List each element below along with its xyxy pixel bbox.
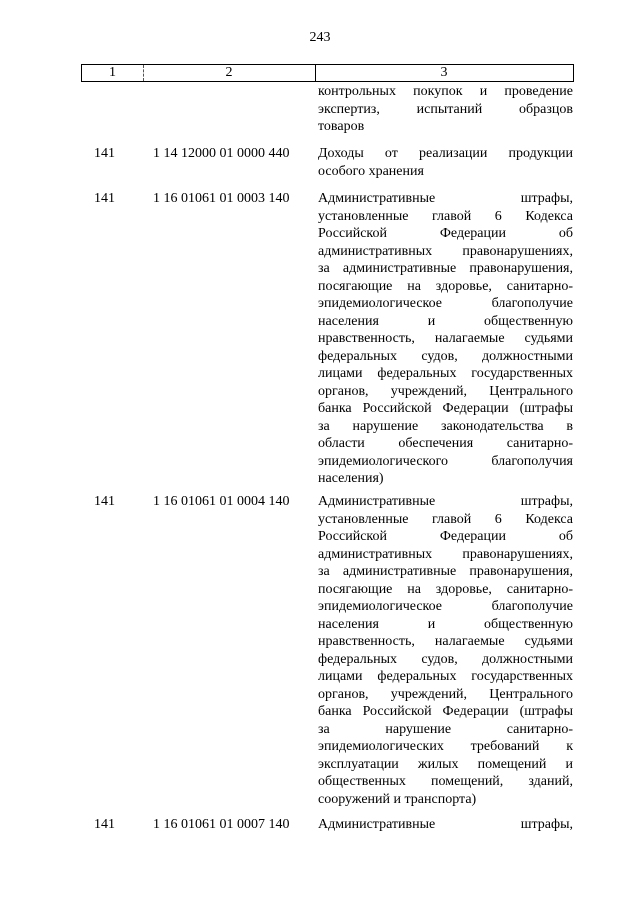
description-line: Доходы от реализации продукции — [318, 146, 573, 161]
row-admin-code: 141 — [94, 146, 115, 161]
description-line: Административные штрафы, — [318, 191, 573, 206]
description-line: органов, учреждений, Центрального — [318, 686, 573, 702]
description-line: административных правонарушениях, — [318, 243, 573, 259]
description-line: сооружений и транспорта) — [318, 791, 477, 807]
description-line: нравственность, налагаемые судьями — [318, 331, 573, 346]
table-header — [81, 64, 574, 82]
row-description — [318, 493, 573, 808]
description-line: товаров — [318, 119, 365, 134]
description-line: посягающие на здоровье, санитарно- — [318, 581, 573, 597]
row-admin-code: 141 — [94, 817, 115, 832]
description-line: населения и общественную — [318, 616, 573, 632]
description-line: области обеспечения санитарно- — [318, 436, 573, 451]
description-line: эпидемиологическое благополучие — [318, 599, 573, 614]
row-description — [318, 816, 573, 834]
description-line: за административные правонарушения, — [318, 564, 573, 579]
description-line: Административные штрафы, — [318, 494, 573, 509]
description-line: установленные главой 6 Кодекса — [318, 511, 573, 527]
row-description — [318, 190, 573, 488]
description-line: эпидемиологическое благополучие — [318, 296, 573, 311]
description-line: Административные штрафы, — [318, 817, 573, 832]
description-line: эксплуатации жилых помещений и — [318, 756, 573, 772]
row-budget-code: 1 14 12000 01 0000 440 — [153, 146, 290, 161]
row-budget-code: 1 16 01061 01 0003 140 — [153, 191, 290, 206]
description-line: эпидемиологического благополучия — [318, 453, 573, 469]
row-admin-code: 141 — [94, 191, 115, 206]
row-description — [318, 145, 573, 180]
page-number: 243 — [309, 30, 331, 45]
description-line: за нарушение санитарно- — [318, 721, 573, 737]
description-line: контрольных покупок и проведение — [318, 84, 573, 99]
description-line: банка Российской Федерации (штрафы — [318, 401, 573, 416]
description-line: особого хранения — [318, 163, 424, 179]
row-description — [318, 83, 573, 136]
header-col-2: 2 — [143, 65, 316, 81]
description-line: федеральных судов, должностными — [318, 651, 573, 667]
description-line: установленные главой 6 Кодекса — [318, 208, 573, 224]
description-line: Российской Федерации об — [318, 529, 573, 544]
description-line: Российской Федерации об — [318, 226, 573, 241]
description-line: банка Российской Федерации (штрафы — [318, 704, 573, 719]
description-line: посягающие на здоровье, санитарно- — [318, 278, 573, 294]
row-admin-code: 141 — [94, 494, 115, 509]
header-col-3: 3 — [440, 65, 448, 80]
description-line: общественных помещений, зданий, — [318, 774, 573, 789]
description-line: лицами федеральных государственных — [318, 669, 573, 684]
description-line: эпидемиологических требований к — [318, 739, 573, 754]
description-line: административных правонарушениях, — [318, 546, 573, 562]
description-line: нравственность, налагаемые судьями — [318, 634, 573, 649]
description-line: населения) — [318, 471, 384, 486]
description-line: экспертиз, испытаний образцов — [318, 101, 573, 117]
description-line: органов, учреждений, Центрального — [318, 383, 573, 399]
description-line: населения и общественную — [318, 313, 573, 329]
row-budget-code: 1 16 01061 01 0007 140 — [153, 817, 290, 832]
description-line: федеральных судов, должностными — [318, 348, 573, 364]
description-line: за административные правонарушения, — [318, 261, 573, 276]
row-budget-code: 1 16 01061 01 0004 140 — [153, 494, 290, 509]
description-line: за нарушение законодательства в — [318, 418, 573, 434]
header-col-1: 1 — [82, 65, 144, 81]
description-line: лицами федеральных государственных — [318, 366, 573, 381]
